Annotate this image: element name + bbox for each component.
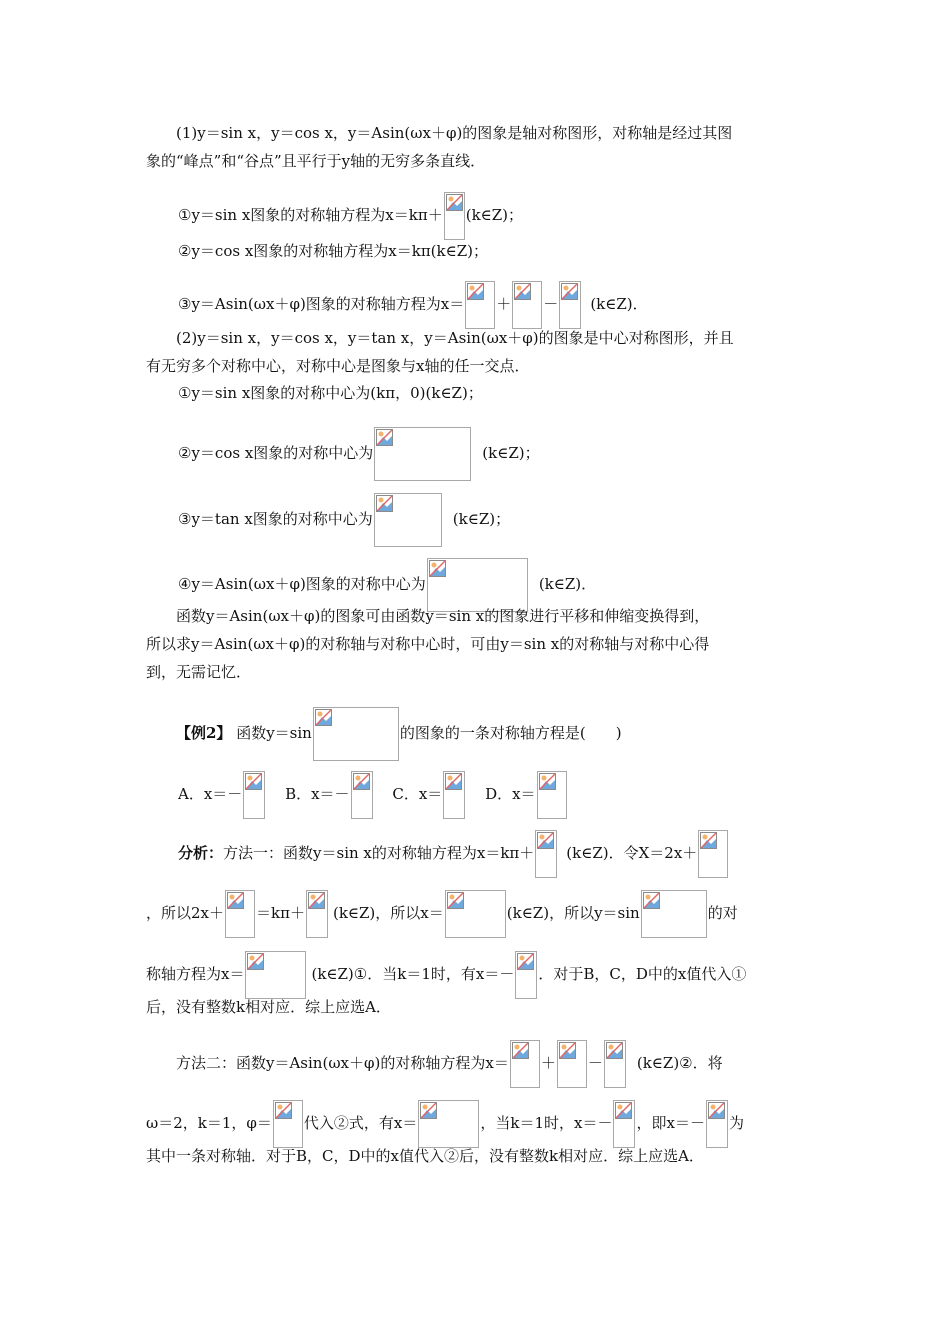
formula-image [535, 830, 557, 878]
broken-image-icon [376, 495, 393, 512]
item-3-general-axis: ③y＝Asin(ωx＋φ)图象的对称轴方程为x＝ ＋ － (k∈Z)． [178, 281, 648, 303]
analysis-line-1: 分析：方法一：函数y＝sin x的对称轴方程为x＝kπ＋ (k∈Z)．令X＝2x＋ [178, 830, 729, 852]
formula-image [313, 707, 399, 761]
para-1-line-1: (1)y＝sin x，y＝cos x，y＝Asin(ωx＋φ)的图象是轴对称图形，对称轴是经过其图 [176, 124, 733, 142]
broken-image-icon [429, 560, 446, 577]
broken-image-icon [467, 283, 484, 300]
broken-image-icon [708, 1102, 725, 1119]
item-2-cos-axis: ②y＝cos x图象的对称轴方程为x＝kπ(k∈Z)； [178, 242, 489, 260]
broken-image-icon [537, 832, 554, 849]
broken-image-icon [606, 1042, 623, 1059]
formula-image [418, 1100, 479, 1148]
formula-image [512, 281, 542, 329]
formula-image [510, 1040, 540, 1088]
formula-image [537, 771, 567, 819]
para-3-line-1: 函数y＝Asin(ωx＋φ)的图象可由函数y＝sin x的图象进行平移和伸缩变换得到， [176, 607, 710, 625]
para-2-line-1: (2)y＝sin x，y＝cos x，y＝tan x，y＝Asin(ωx＋φ)的图象是中心对称图形，并且 [176, 329, 734, 347]
formula-image [706, 1100, 728, 1148]
broken-image-icon [559, 1042, 576, 1059]
para-1-line-2: 象的“峰点”和“谷点”且平行于y轴的无穷多条直线． [146, 152, 486, 170]
formula-image [445, 890, 506, 938]
broken-image-icon [308, 892, 325, 909]
formula-image [427, 558, 528, 612]
option-b: B．x＝－ [285, 785, 373, 803]
formula-image [641, 890, 707, 938]
example-2-question: 【例2】 函数y＝sin 的图象的一条对称轴方程是( ) [176, 707, 622, 729]
item-1-sin-axis: ①y＝sin x图象的对称轴方程为x＝kπ＋ (k∈Z)； [178, 192, 523, 214]
analysis-line-2: ，所以2x＋ ＝kπ＋ (k∈Z)，所以x＝ (k∈Z)，所以y＝sin 的对 [146, 890, 738, 912]
example-2-options [178, 771, 568, 803]
broken-image-icon [514, 283, 531, 300]
broken-image-icon [643, 892, 660, 909]
para-3-line-3: 到，无需记忆． [146, 663, 252, 681]
formula-image [374, 493, 442, 547]
analysis-label: 分析： [178, 844, 224, 862]
formula-image [515, 951, 537, 999]
formula-image [604, 1040, 626, 1088]
broken-image-icon [227, 892, 244, 909]
example-label: 【例2】 [176, 724, 232, 742]
broken-image-icon [561, 283, 578, 300]
option-d: D．x＝ [485, 785, 568, 803]
formula-image [465, 281, 495, 329]
analysis-line-3: 称轴方程为x＝ (k∈Z)①．当k＝1时，有x＝－ ．对于B，C，D中的x值代入① [146, 951, 746, 973]
option-c: C．x＝ [392, 785, 466, 803]
analysis-line-4: 后，没有整数k相对应．综上应选A． [146, 998, 391, 1016]
broken-image-icon [376, 429, 393, 446]
formula-image [613, 1100, 635, 1148]
formula-image [559, 281, 581, 329]
broken-image-icon [420, 1102, 437, 1119]
option-a: A．x＝－ [178, 785, 266, 803]
formula-image [443, 771, 465, 819]
para-3-line-2: 所以求y＝Asin(ωx＋φ)的对称轴与对称中心时，可由y＝sin x的对称轴与对称中心得 [146, 635, 710, 653]
formula-image [225, 890, 255, 938]
item-2-cos-center: ②y＝cos x图象的对称中心为 (k∈Z)； [178, 427, 540, 449]
formula-image [374, 427, 471, 481]
formula-image [444, 192, 465, 240]
broken-image-icon [517, 953, 534, 970]
formula-image [273, 1100, 303, 1148]
broken-image-icon [700, 832, 717, 849]
broken-image-icon [245, 773, 262, 790]
item-1-sin-center: ①y＝sin x图象的对称中心为(kπ，0)(k∈Z)； [178, 384, 483, 402]
broken-image-icon [512, 1042, 529, 1059]
formula-image [557, 1040, 587, 1088]
broken-image-icon [615, 1102, 632, 1119]
formula-image [245, 951, 306, 999]
broken-image-icon [539, 773, 556, 790]
broken-image-icon [445, 773, 462, 790]
broken-image-icon [353, 773, 370, 790]
broken-image-icon [315, 709, 332, 726]
item-3-tan-center: ③y＝tan x图象的对称中心为 (k∈Z)； [178, 493, 510, 515]
broken-image-icon [247, 953, 264, 970]
broken-image-icon [446, 194, 463, 211]
item-4-general-center: ④y＝Asin(ωx＋φ)图象的对称中心为 (k∈Z)． [178, 558, 596, 580]
method-2-line-3: 其中一条对称轴．对于B，C，D中的x值代入②后，没有整数k相对应．综上应选A． [146, 1147, 704, 1165]
method-2-line-1: 方法二：函数y＝Asin(ωx＋φ)的对称轴方程为x＝ ＋ － (k∈Z)②．将 [176, 1040, 723, 1062]
formula-image [698, 830, 728, 878]
broken-image-icon [275, 1102, 292, 1119]
formula-image [351, 771, 373, 819]
para-2-line-2: 有无穷多个对称中心，对称中心是图象与x轴的任一交点． [146, 357, 530, 375]
broken-image-icon [447, 892, 464, 909]
formula-image [243, 771, 265, 819]
method-2-line-2: ω＝2，k＝1，φ＝ 代入②式，有x＝ ，当k＝1时，x＝－ ，即x＝－ 为 [146, 1100, 744, 1122]
formula-image [306, 890, 328, 938]
